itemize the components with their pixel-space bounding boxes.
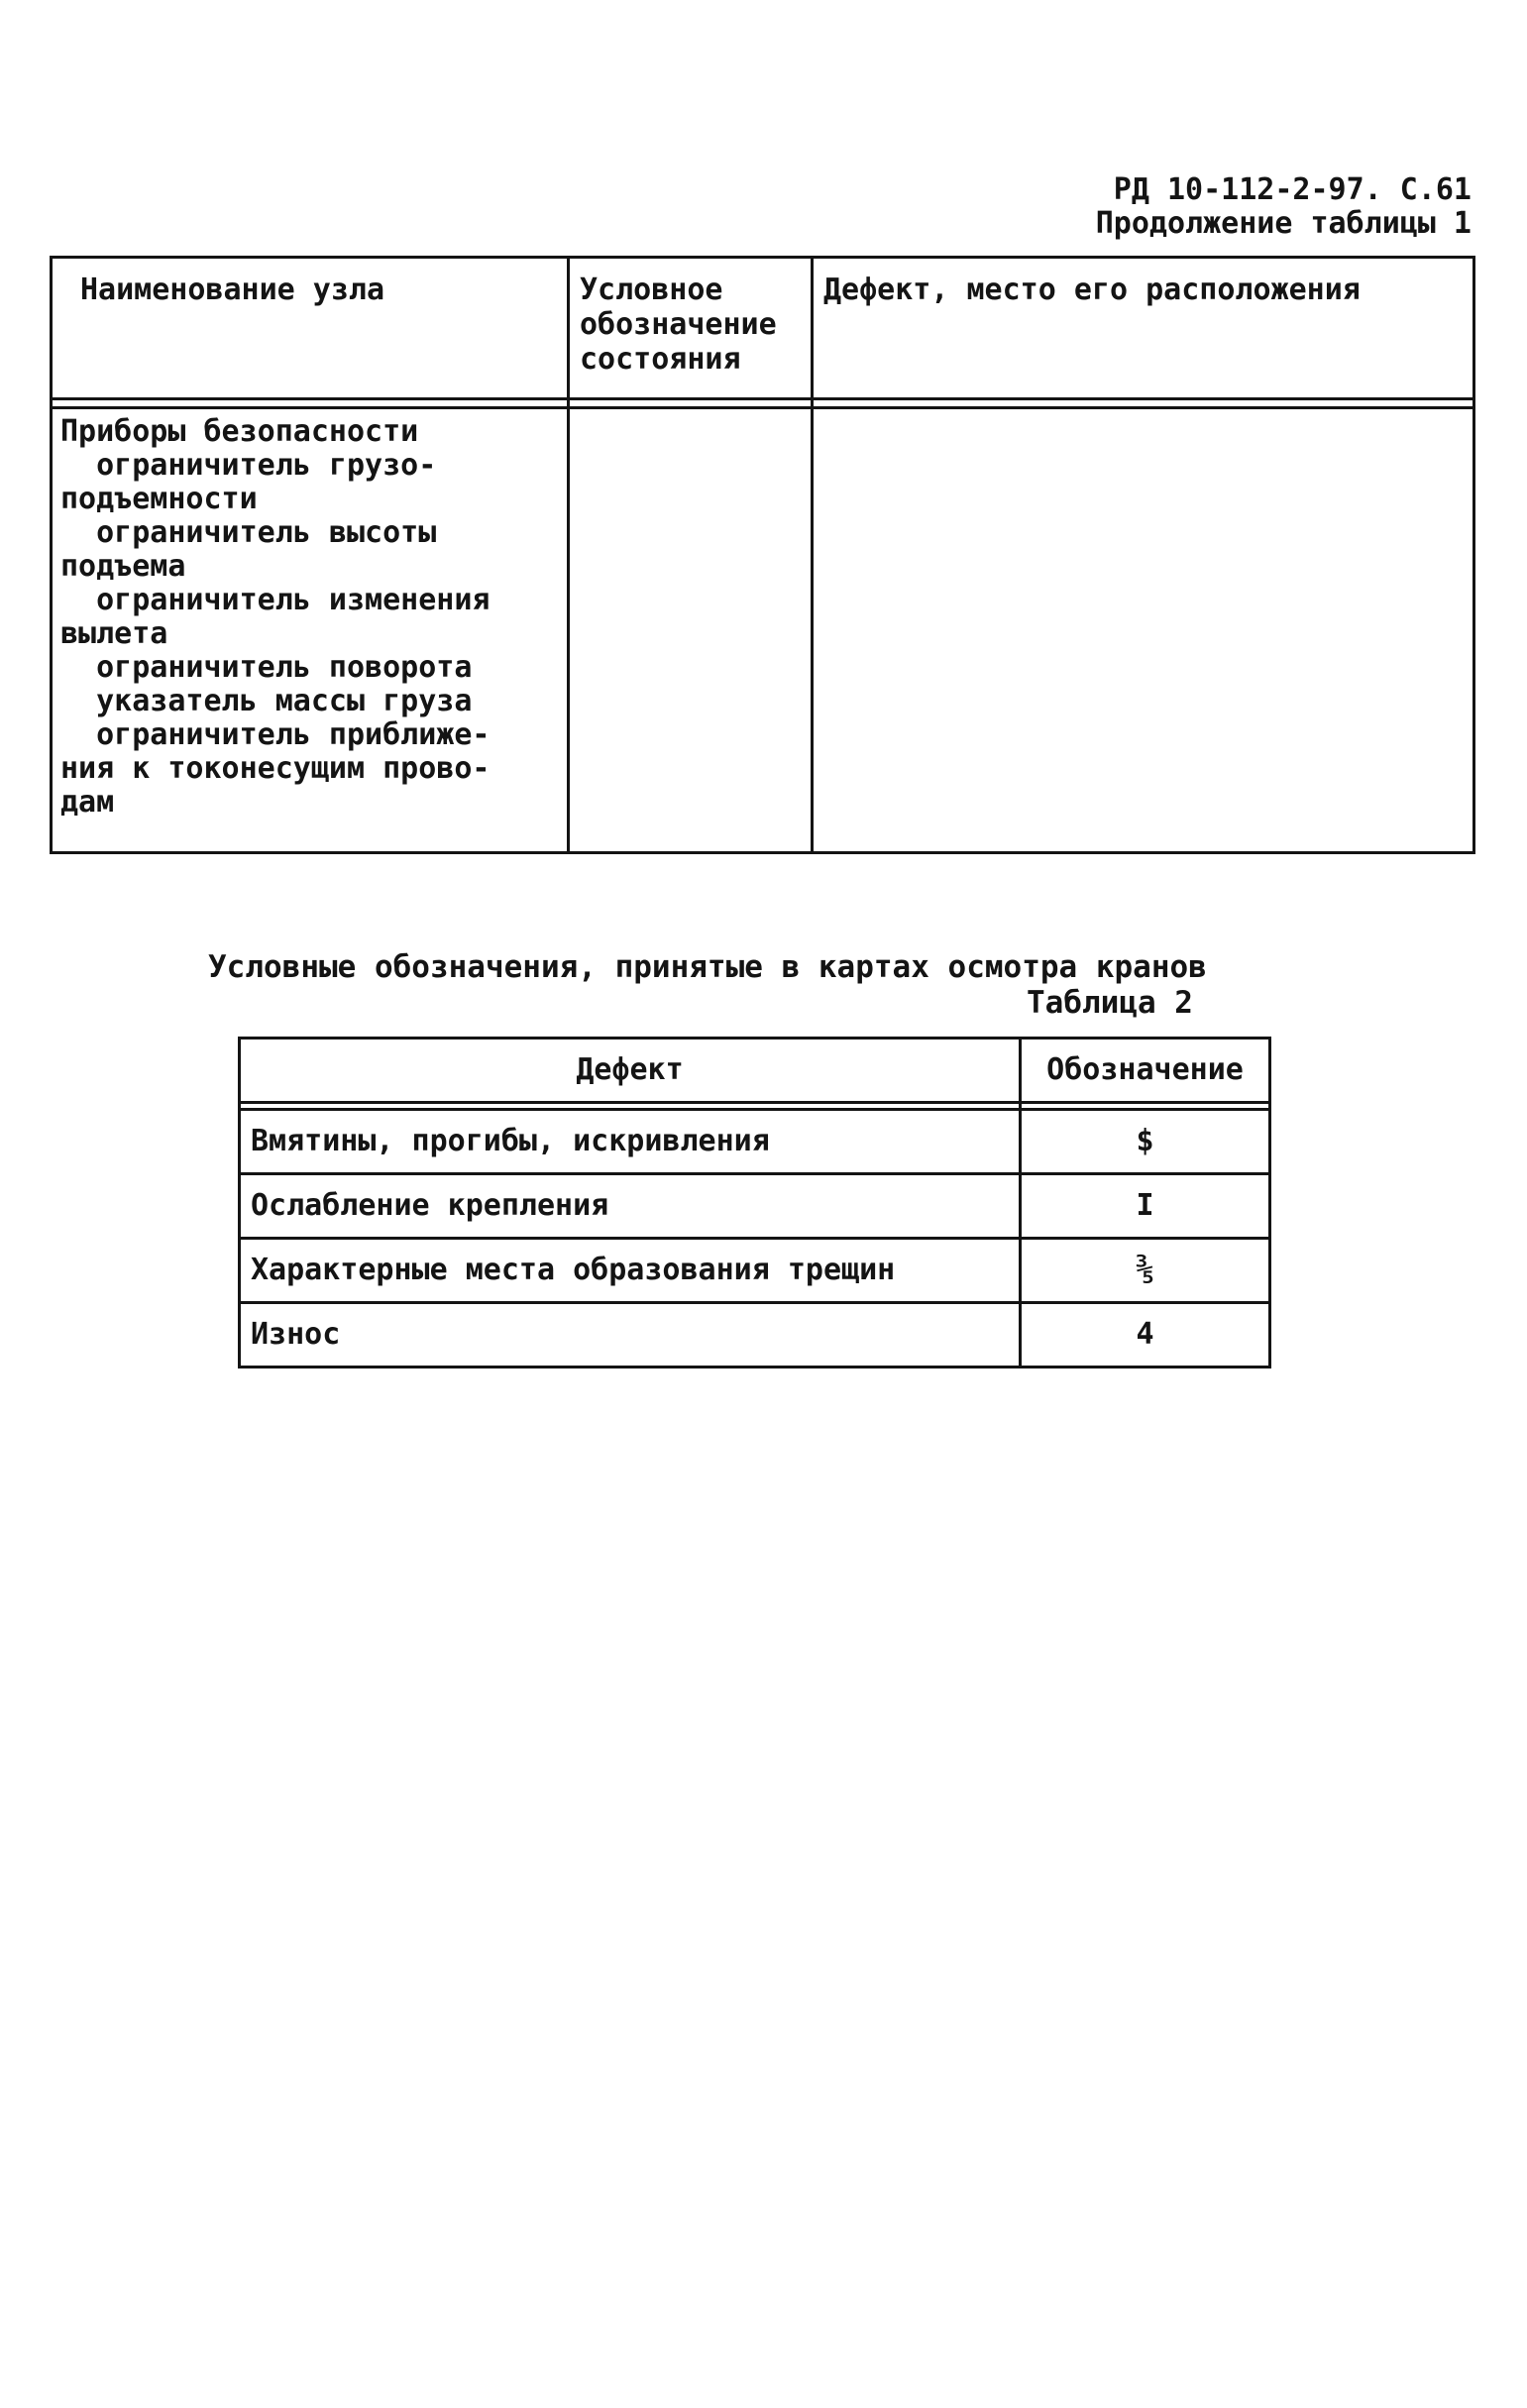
defect-cell: Износ [240,1303,1021,1368]
symbol-cell: 4 [1021,1303,1270,1368]
symbol-cell: ⅗ [1021,1239,1270,1303]
list-item: вылета [60,616,168,651]
page-code: РД 10-112-2-97. С.61 [1113,172,1472,207]
defect-location-cell [813,408,1474,853]
column-header-symbol: Обозначение [1021,1039,1270,1103]
table-2-label: Таблица 2 [1027,985,1193,1021]
list-item: ограничитель изменения [60,583,491,617]
table-row [52,408,1474,853]
table-continuation-label: Продолжение таблицы 1 [1095,206,1472,241]
table-row [240,1239,1270,1303]
list-item: ограничитель высоты [60,515,437,550]
table-row [240,1110,1270,1174]
list-item: ограничитель поворота [60,650,473,685]
symbol-cell: $ [1021,1110,1270,1174]
column-header-node-name: Наименование узла [52,258,569,399]
column-header-defect-location: Дефект, место его расположения [813,258,1474,399]
condition-code-cell [569,408,813,853]
table-2-header-row [240,1039,1270,1103]
group-title: Приборы безопасности [60,414,419,449]
list-item: подъемности [60,482,258,516]
defect-cell: Характерные места образования трещин [240,1239,1021,1303]
defect-cell: Вмятины, прогибы, искривления [240,1110,1021,1174]
table-2-title: Условные обозначения, принятые в картах осмотра кранов [208,949,1207,985]
node-name-cell [52,408,569,853]
column-header-condition-code: Условное обозначение состояния [569,258,813,399]
header-separator [240,1103,1270,1110]
list-item: дам [60,785,115,820]
list-item: ния к токонесущим прово- [60,751,491,786]
table-1-header-row [52,258,1474,399]
defect-cell: Ослабление крепления [240,1174,1021,1239]
list-item: указатель массы груза [60,684,473,718]
list-item: ограничитель приближе- [60,717,491,752]
header-separator [52,399,1474,408]
list-item: подъема [60,549,186,584]
table-1 [50,256,1475,854]
table-row [240,1174,1270,1239]
column-header-defect: Дефект [240,1039,1021,1103]
table-2 [238,1037,1271,1368]
symbol-cell: I [1021,1174,1270,1239]
table-row [240,1303,1270,1368]
list-item: ограничитель грузо- [60,448,437,483]
